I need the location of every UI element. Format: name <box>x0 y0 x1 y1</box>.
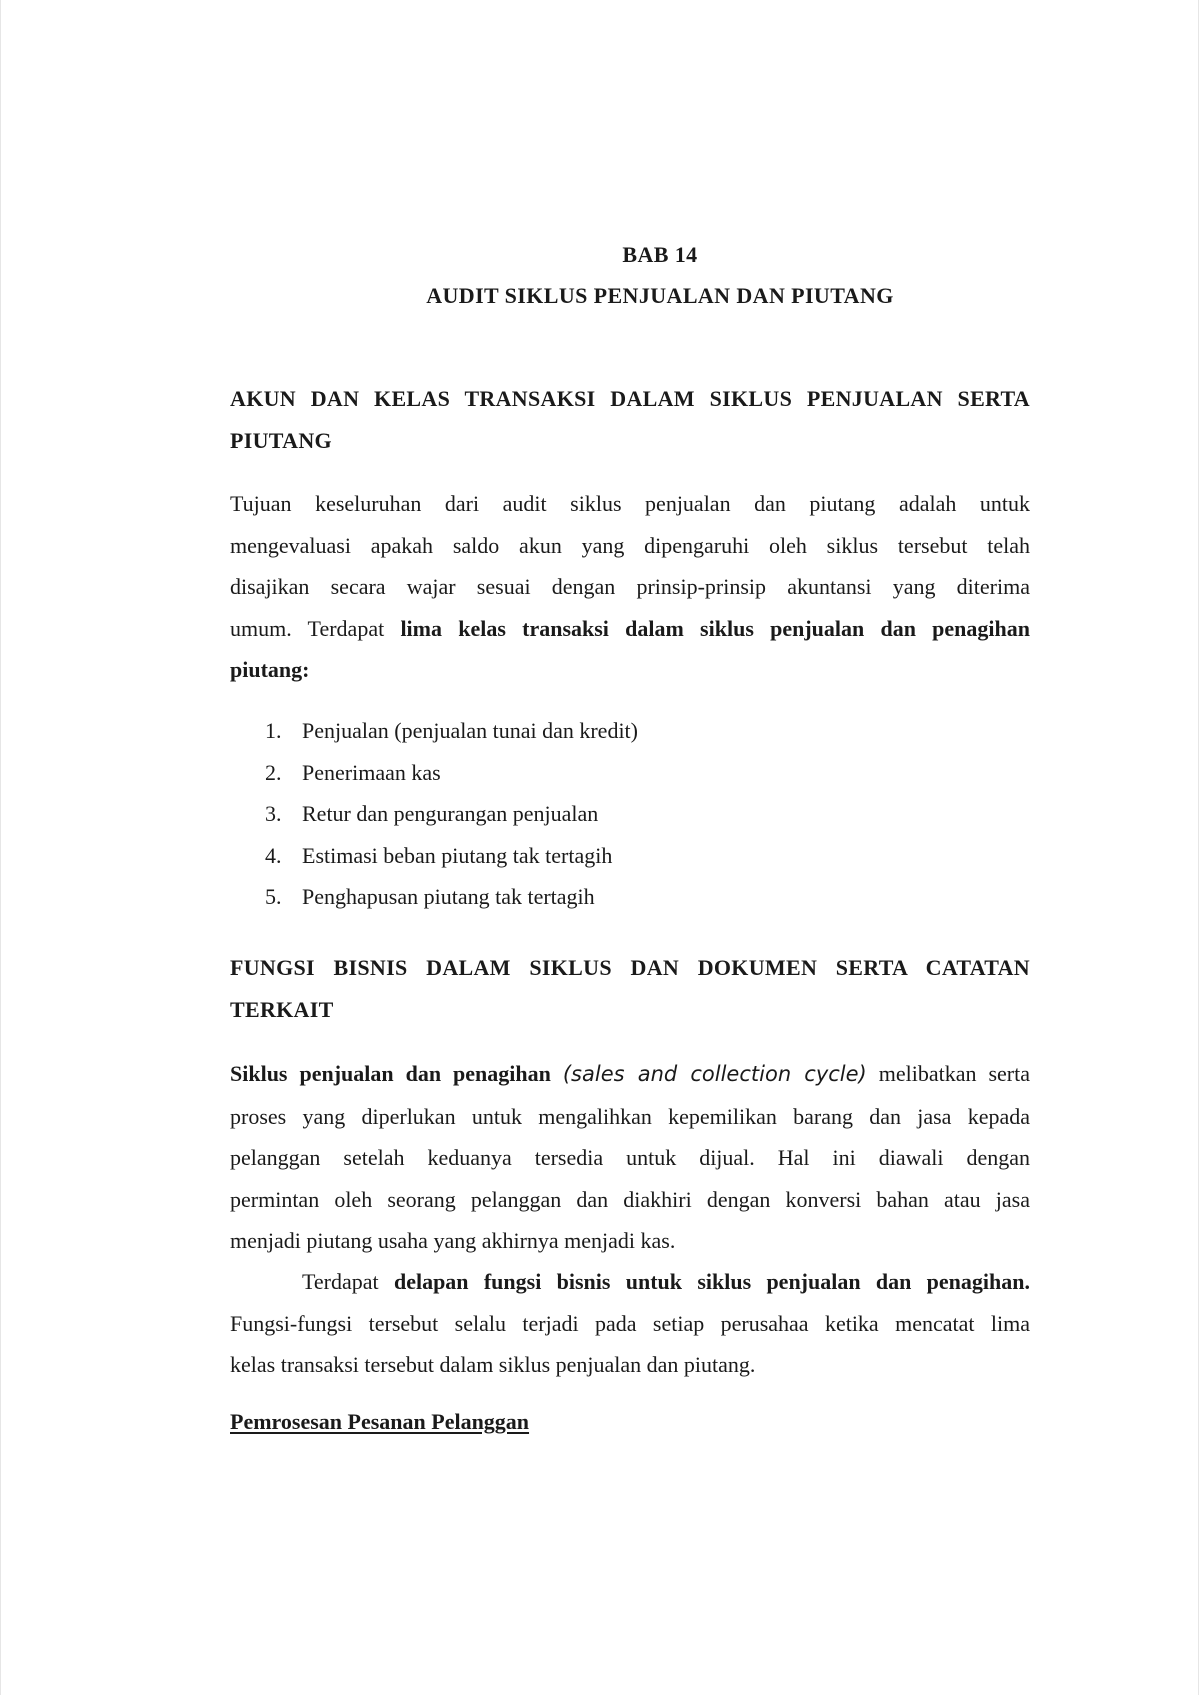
list-item <box>265 876 638 918</box>
chapter-number: BAB 14 <box>622 242 698 267</box>
paragraph-line <box>230 1261 1030 1303</box>
paragraph-line: proses yang diperlukan untuk mengalihkan kepemilikan barang dan jasa kepada <box>230 1103 1030 1129</box>
paragraph-line <box>230 1053 1030 1096</box>
section-heading-fungsi <box>230 947 1030 1031</box>
list-item-number: 3. <box>265 801 282 826</box>
paragraph-line <box>230 608 1030 650</box>
paragraph-line: Tujuan keseluruhan dari audit siklus penjualan dan piutang adalah untuk <box>230 491 1030 516</box>
list-item-number: 4. <box>265 842 282 868</box>
paragraph-text: umum. Terdapat <box>230 615 401 641</box>
list-item <box>265 752 638 794</box>
list-item <box>265 793 638 835</box>
cycle-paragraph <box>230 1053 1030 1262</box>
section-heading-line: AKUN DAN KELAS TRANSAKSI DALAM SIKLUS PENJUALAN SERTA <box>230 386 1030 411</box>
section-heading-line: FUNGSI BISNIS DALAM SIKLUS DAN DOKUMEN SERTA CATATAN <box>230 955 1030 980</box>
list-item <box>265 710 638 752</box>
list-item-text: Penghapusan piutang tak tertagih <box>302 884 595 909</box>
paragraph-line: Fungsi-fungsi tersebut selalu terjadi pada setiap perusahaa ketika mencatat lima <box>230 1310 1030 1336</box>
paragraph-line: mengevaluasi apakah saldo akun yang dipengaruhi oleh siklus tersebut telah <box>230 532 1030 558</box>
paragraph-line: kelas transaksi tersebut dalam siklus penjualan dan piutang. <box>230 1352 756 1377</box>
chapter-title: AUDIT SIKLUS PENJUALAN DAN PIUTANG <box>426 283 894 308</box>
paragraph-line: permintan oleh seorang pelanggan dan diakhiri dengan konversi bahan atau jasa <box>230 1186 1030 1212</box>
paragraph-period: . <box>1024 1269 1030 1294</box>
section-heading-line: TERKAIT <box>230 997 334 1022</box>
paragraph-line <box>230 649 1030 691</box>
paragraph-bold-text: delapan fungsi bisnis untuk siklus penjualan dan penagihan <box>393 1269 1025 1294</box>
list-item <box>265 835 638 877</box>
paragraph-italic-text: (sales and collection cycle) <box>562 1062 867 1086</box>
paragraph-text: melibatkan serta <box>866 1061 1030 1086</box>
paragraph-line: pelanggan setelah keduanya tersedia untuk dijual. Hal ini diawali dengan <box>230 1145 1030 1170</box>
paragraph-bold-text: piutang: <box>230 657 310 682</box>
list-item-number: 2. <box>265 759 282 785</box>
section-heading-akun <box>230 378 1030 462</box>
list-item-text: Penjualan (penjualan tunai dan kredit) <box>302 718 638 743</box>
intro-paragraph <box>230 483 1030 691</box>
section-heading-line: PIUTANG <box>230 428 332 453</box>
paragraph-line: menjadi piutang usaha yang akhirnya menjadi kas. <box>230 1228 676 1253</box>
functions-paragraph <box>230 1261 1030 1386</box>
list-item-text: Penerimaan kas <box>302 759 441 785</box>
page-edge-left <box>0 0 1 1695</box>
paragraph-bold-text: lima kelas transaksi dalam siklus penjualan dan penagihan <box>400 615 1031 641</box>
page-edge-right <box>1198 0 1199 1695</box>
list-item-text: Estimasi beban piutang tak tertagih <box>302 842 613 868</box>
subsection-heading: Pemrosesan Pesanan Pelanggan <box>230 1409 530 1434</box>
list-item-number: 1. <box>265 718 282 743</box>
list-item-text: Retur dan pengurangan penjualan <box>302 801 599 826</box>
paragraph-text: Terdapat <box>302 1269 394 1294</box>
paragraph-bold-text: Siklus penjualan dan penagihan <box>230 1061 551 1086</box>
transaction-class-list <box>265 710 638 918</box>
list-item-number: 5. <box>265 884 282 909</box>
paragraph-line: disajikan secara wajar sesuai dengan prinsip-prinsip akuntansi yang diterima <box>230 574 1030 599</box>
